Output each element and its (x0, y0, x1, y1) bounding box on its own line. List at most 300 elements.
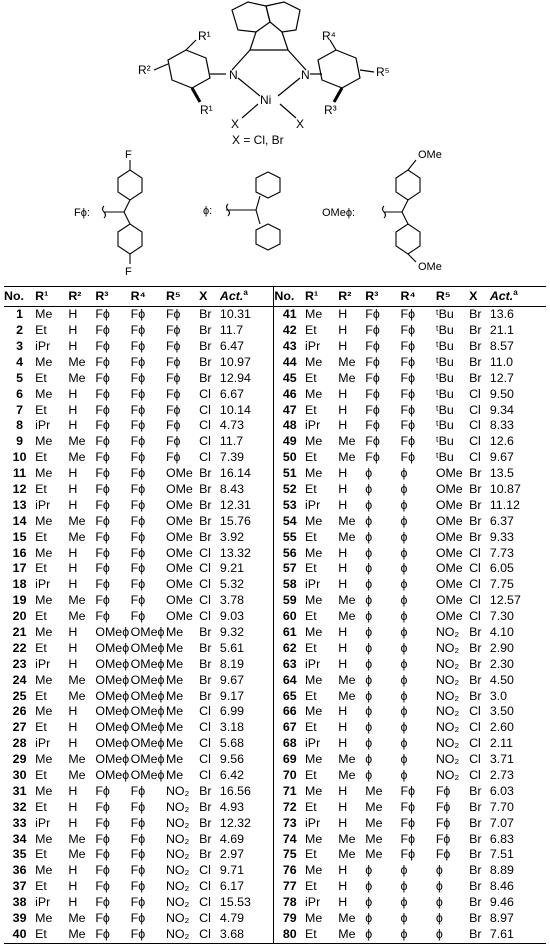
cell-r2: H (68, 736, 78, 751)
cell-x: Br (199, 847, 212, 862)
cell-r3: ϕ (365, 466, 373, 481)
cell-r1: Me (35, 625, 53, 639)
table-row (4, 609, 546, 625)
cell-r2: H (338, 561, 348, 576)
cell-r5: NO₂ (165, 895, 190, 910)
cell-r3: Fϕ (95, 561, 110, 576)
cell-r5: NO₂ (435, 720, 460, 735)
phi-label: ϕ: (203, 205, 213, 217)
cell-x: Br (469, 815, 482, 830)
cell-x: Br (199, 783, 212, 798)
cell-r5: OMe (435, 466, 463, 481)
cell-r1: Et (35, 640, 47, 655)
cell-x: Cl (199, 879, 211, 894)
cell-no: 15 (12, 529, 27, 544)
cell-r2: Me (68, 672, 86, 687)
cell-r4: OMeϕ (130, 704, 165, 719)
cell-act: 3.18 (220, 720, 274, 736)
cell-r4: ϕ (400, 736, 408, 751)
cell-r5: ᵗBu (435, 323, 454, 338)
cell-r2: Me (68, 593, 86, 608)
cell-r4: Fϕ (130, 529, 146, 544)
cell-act: 7.75 (489, 577, 514, 592)
cell-r4: Fϕ (400, 307, 416, 322)
cell-r5: ϕ (435, 895, 443, 910)
cell-x: Br (199, 513, 212, 528)
cell-r1: Me (305, 513, 323, 528)
cell-r4: Fϕ (400, 847, 416, 862)
cell-act: 15.53 (220, 895, 274, 911)
cell-no: 66 (282, 704, 297, 719)
cell-r3: Fϕ (95, 831, 110, 846)
cell-no: 40 (4, 927, 35, 943)
cell-r2: H (68, 625, 78, 639)
cell-r1: Et (305, 927, 338, 943)
cell-r4: Fϕ (400, 386, 416, 401)
cell-act: 5.61 (220, 641, 274, 657)
cell-x: Cl (469, 450, 481, 465)
x-label-left: X (231, 117, 240, 131)
cell-act: 9.56 (220, 752, 274, 768)
cell-act: 10.31 (220, 307, 274, 323)
cell-r3: OMeϕ (95, 736, 130, 751)
cell-r1: iPr (35, 895, 51, 910)
col-header-r1: R¹ (305, 287, 338, 307)
cell-r3: Fϕ (365, 386, 380, 401)
cell-r4: OMeϕ (130, 688, 165, 703)
cell-r1: Me (35, 911, 53, 926)
cell-r3: ϕ (365, 895, 373, 910)
cell-act: 8.46 (489, 879, 514, 894)
cell-r5: Fϕ (165, 418, 181, 433)
cell-r5: ᵗBu (435, 450, 454, 465)
cell-r1: Me (35, 545, 53, 560)
cell-act: 3.78 (220, 593, 274, 609)
cell-r3: Fϕ (365, 323, 380, 338)
act-header-text: Act. (489, 288, 514, 303)
cell-r1: Me (305, 672, 323, 687)
cell-act: 16.14 (220, 466, 274, 482)
cell-r2: Me (338, 450, 356, 465)
cell-r3: Fϕ (95, 927, 130, 943)
cell-act: 12.7 (489, 370, 514, 385)
cell-no: 47 (282, 402, 297, 417)
cell-r4: Fϕ (130, 481, 146, 496)
table-row (4, 895, 546, 911)
cell-r1: iPr (35, 656, 51, 671)
cell-act: 10.87 (489, 481, 521, 496)
cell-x: Br (469, 656, 482, 671)
cell-r2: H (338, 386, 348, 401)
cell-r2: Me (68, 688, 86, 703)
cell-r4: Fϕ (130, 545, 146, 560)
cell-r4: Fϕ (130, 593, 146, 608)
cell-r5: OMe (165, 513, 193, 528)
cell-no: 23 (12, 656, 27, 671)
cell-act: 5.68 (220, 736, 274, 752)
cell-x: Br (469, 497, 482, 512)
cell-r1: Me (305, 386, 323, 401)
cell-r5: Fϕ (165, 307, 181, 322)
cell-x: Cl (199, 450, 211, 465)
cell-r2: H (338, 879, 348, 894)
cell-r3: Fϕ (365, 307, 380, 322)
cell-r1: Me (305, 783, 323, 798)
cell-no: 71 (282, 783, 297, 798)
cell-no: 76 (282, 863, 297, 878)
cell-r1: Me (305, 704, 323, 719)
cell-x: Br (469, 529, 482, 544)
cell-no: 32 (12, 799, 27, 814)
cell-x: Br (199, 481, 212, 496)
cell-no: 53 (282, 497, 297, 512)
cell-r1: Et (35, 561, 47, 576)
cell-r4: Fϕ (400, 323, 416, 338)
table-row (4, 339, 546, 355)
cell-r3: Fϕ (95, 307, 110, 322)
cell-r3: Fϕ (95, 434, 110, 449)
cell-r2: Me (68, 513, 86, 528)
cell-r3: ϕ (365, 688, 373, 703)
cell-r1: Et (35, 481, 47, 496)
cell-r4: Fϕ (130, 863, 146, 878)
cell-r4: ϕ (400, 625, 408, 639)
cell-r5: OMe (435, 481, 463, 496)
cell-r2: Me (338, 672, 356, 687)
cell-r2: Me (68, 354, 86, 369)
cell-x: Br (199, 338, 212, 353)
table-row (4, 688, 546, 704)
cell-r2: Me (68, 450, 86, 465)
table-row (4, 577, 546, 593)
cell-r3: Fϕ (95, 481, 110, 496)
cell-x: Br (199, 466, 212, 481)
cell-r4: ϕ (400, 879, 408, 894)
cell-r4: ϕ (400, 895, 408, 910)
cell-r1: Me (305, 593, 323, 608)
cell-x: Cl (469, 434, 481, 449)
cell-r4: Fϕ (400, 799, 416, 814)
cell-r5: Me (165, 688, 184, 703)
table-row (4, 847, 546, 863)
cell-r4: Fϕ (130, 466, 146, 481)
cell-r5: ϕ (435, 879, 443, 894)
cell-r4: Fϕ (130, 879, 146, 894)
cell-r5: Fϕ (165, 402, 181, 417)
cell-r4: ϕ (400, 672, 408, 687)
cell-r4: ϕ (400, 640, 408, 655)
cell-r2: H (338, 656, 348, 671)
cell-no: 6 (16, 386, 24, 401)
cell-no: 29 (12, 752, 27, 767)
cell-no: 70 (282, 768, 297, 783)
cell-r3: Fϕ (95, 323, 110, 338)
cell-r4: OMeϕ (130, 656, 165, 671)
x-definition: X = Cl, Br (232, 133, 284, 147)
cell-r3: ϕ (365, 752, 373, 767)
cell-r4: OMeϕ (130, 672, 165, 687)
cell-r4: ϕ (400, 911, 408, 926)
cell-act: 7.30 (489, 609, 514, 624)
cell-r1: Me (305, 307, 323, 322)
cell-r1: iPr (305, 418, 321, 433)
cell-r5: OMe (165, 593, 193, 608)
cell-r3: Fϕ (95, 402, 110, 417)
cell-no: 54 (282, 513, 297, 528)
cell-r1: Et (305, 450, 317, 465)
cell-r3: Fϕ (95, 497, 110, 512)
cell-r4: ϕ (400, 688, 408, 703)
cell-act: 11.0 (489, 354, 514, 369)
cell-x: Br (469, 672, 482, 687)
table-row (4, 355, 546, 371)
ome-group-top: OMe (418, 149, 442, 161)
cell-r2: H (68, 879, 78, 894)
cell-r5: Me (165, 625, 184, 639)
cell-act: 13.6 (489, 307, 514, 322)
cell-r1: Me (35, 513, 53, 528)
cell-r2: H (68, 863, 78, 878)
cell-x: Br (469, 911, 482, 926)
cell-r2: H (68, 323, 78, 338)
table-row (4, 371, 546, 387)
cell-no: 65 (282, 688, 297, 703)
cell-r4: ϕ (400, 752, 408, 767)
cell-r2: Me (338, 768, 356, 783)
cell-act: 13.5 (489, 466, 514, 481)
cell-r1: iPr (305, 497, 321, 512)
cell-r1: Et (35, 450, 47, 465)
cell-x: Br (199, 688, 212, 703)
cell-x: Br (469, 513, 482, 528)
cell-r3: Me (365, 799, 383, 814)
cell-r3: OMeϕ (95, 625, 130, 639)
cell-x: Cl (199, 609, 211, 624)
cell-r3: ϕ (365, 529, 373, 544)
cell-r4: OMeϕ (130, 625, 165, 639)
cell-r1: Et (305, 561, 317, 576)
cell-r2: H (338, 307, 348, 322)
cell-r4: Fϕ (130, 609, 146, 624)
cell-act: 6.47 (220, 339, 274, 355)
cell-x: Cl (199, 561, 211, 576)
cell-act: 2.73 (489, 768, 514, 783)
cell-x: Br (199, 831, 212, 846)
cell-x: Cl (199, 720, 211, 735)
cell-r3: Fϕ (95, 338, 110, 353)
cell-act: 21.1 (489, 323, 514, 338)
cell-x: Br (469, 307, 482, 322)
cell-no: 80 (274, 927, 305, 943)
table-row (4, 768, 546, 784)
cell-no: 36 (12, 863, 27, 878)
cell-x: Cl (469, 402, 481, 417)
cell-r4: Fϕ (130, 577, 146, 592)
cell-act: 9.50 (489, 386, 514, 401)
cell-r1: Et (305, 529, 317, 544)
cell-x: Cl (469, 736, 481, 751)
cell-x: Br (469, 927, 490, 943)
cell-r2: H (68, 545, 78, 560)
table-row (4, 561, 546, 577)
cell-act: 9.33 (489, 529, 514, 544)
cell-no: 43 (282, 338, 297, 353)
cell-r5: NO₂ (165, 815, 190, 830)
cell-r1: Me (35, 434, 53, 449)
chemical-scheme (0, 0, 550, 285)
cell-no: 44 (282, 354, 297, 369)
cell-act: 6.99 (220, 704, 274, 720)
cell-x: Cl (199, 752, 211, 767)
cell-r2: H (68, 895, 78, 910)
cell-r2: H (338, 418, 348, 433)
cell-r1: Et (35, 609, 47, 624)
col-header-act (220, 287, 274, 307)
cell-act: 9.34 (489, 402, 514, 417)
cell-r1: Et (305, 323, 317, 338)
n-label-right: N (301, 68, 310, 82)
cell-x: Cl (199, 545, 211, 560)
cell-r2: H (68, 577, 78, 592)
r5-label: R⁵ (376, 65, 390, 79)
cell-act: 5.32 (220, 577, 274, 593)
cell-act: 9.46 (489, 895, 514, 910)
cell-r2: H (338, 640, 348, 655)
cell-x: Br (199, 497, 212, 512)
cell-r2: H (338, 895, 348, 910)
cell-x: Cl (199, 704, 211, 719)
cell-r4: Fϕ (130, 418, 146, 433)
col-header-no: No. (274, 287, 305, 307)
table-row (4, 657, 546, 673)
cell-r2: Me (68, 847, 86, 862)
cell-r1: Et (35, 688, 47, 703)
cell-no: 35 (12, 847, 27, 862)
cell-r5: OMe (165, 466, 193, 481)
cell-r5: NO₂ (435, 656, 460, 671)
col-header-r4: R⁴ (401, 287, 436, 307)
cell-no: 13 (12, 497, 27, 512)
cell-r1: Me (35, 307, 53, 322)
cell-act: 3.92 (220, 529, 274, 545)
cell-no: 72 (282, 799, 297, 814)
cell-r1: Et (35, 529, 47, 544)
cell-r3: ϕ (365, 672, 373, 687)
cell-r4: Fϕ (130, 799, 146, 814)
cell-r3: Fϕ (95, 529, 110, 544)
cell-r3: Fϕ (95, 815, 110, 830)
cell-x: Br (469, 323, 482, 338)
cell-r1: Me (305, 863, 323, 878)
cell-r5: ϕ (435, 863, 443, 878)
table-row (4, 323, 546, 339)
cell-r2: H (338, 497, 348, 512)
cell-r1: iPr (305, 815, 321, 830)
cell-r4: Fϕ (130, 354, 146, 369)
cell-r1: Et (35, 323, 47, 338)
cell-r5: Fϕ (435, 831, 451, 846)
cell-r1: iPr (35, 736, 51, 751)
cell-r1: Et (305, 481, 317, 496)
cell-r4: Fϕ (400, 354, 416, 369)
table-row (4, 529, 546, 545)
cell-r4: OMeϕ (130, 640, 165, 655)
cell-r5: NO₂ (166, 927, 199, 943)
cell-act: 2.90 (489, 640, 514, 655)
cell-r5: NO₂ (435, 752, 460, 767)
cell-r2: H (338, 736, 348, 751)
cell-r2: Me (338, 593, 356, 608)
cell-act: 3.71 (489, 752, 514, 767)
cell-r3: Fϕ (95, 545, 110, 560)
cell-act: 4.69 (220, 831, 274, 847)
cell-r1: Et (305, 720, 317, 735)
cell-act: 7.61 (490, 927, 546, 943)
cell-no: 9 (16, 434, 24, 449)
cell-r3: Fϕ (95, 863, 110, 878)
cell-r5: Me (165, 640, 184, 655)
cell-r2: H (338, 815, 348, 830)
cell-r2: H (68, 466, 78, 481)
cell-x: Cl (199, 402, 211, 417)
cell-r3: Fϕ (95, 450, 110, 465)
cell-x: Br (469, 688, 482, 703)
table-row (4, 641, 546, 657)
cell-x: Cl (199, 927, 220, 943)
cell-r3: OMeϕ (95, 640, 130, 655)
cell-r3: Fϕ (95, 911, 110, 926)
act-footnote-mark: a (513, 287, 518, 297)
cell-r2: H (338, 323, 348, 338)
cell-r2: H (68, 704, 78, 719)
cell-x: Cl (469, 752, 481, 767)
cell-x: Br (469, 625, 482, 639)
activity-table (4, 286, 546, 944)
cell-r4: ϕ (400, 704, 408, 719)
cell-r5: Me (165, 752, 184, 767)
cell-r5: OMe (435, 577, 463, 592)
cell-x: Cl (199, 386, 211, 401)
cell-r1: iPr (35, 577, 51, 592)
cell-r1: iPr (305, 895, 321, 910)
cell-r5: NO₂ (165, 783, 190, 798)
cell-no: 10 (12, 450, 27, 465)
table-row (4, 704, 546, 720)
cell-r1: iPr (305, 736, 321, 751)
cell-r2: H (68, 815, 78, 830)
cell-r2: H (68, 799, 78, 814)
cell-r5: NO₂ (435, 704, 460, 719)
cell-act: 4.79 (220, 911, 274, 927)
cell-r2: Me (68, 370, 86, 385)
cell-act: 3.68 (220, 927, 274, 943)
cell-no: 56 (282, 545, 297, 560)
f-phi-substituent (74, 149, 142, 278)
cell-x: Cl (199, 895, 211, 910)
cell-r5: Me (165, 736, 184, 751)
cell-r5: OMe (435, 593, 463, 608)
cell-r3: ϕ (365, 481, 373, 496)
table-row (4, 498, 546, 514)
cell-r4: ϕ (400, 593, 408, 608)
cell-r1: Me (305, 434, 323, 449)
cell-r1: Me (305, 911, 323, 926)
cell-no: 18 (12, 577, 27, 592)
cell-no: 25 (12, 688, 27, 703)
cell-r3: Fϕ (365, 338, 380, 353)
cell-act: 6.17 (220, 879, 274, 895)
cell-r4: ϕ (400, 561, 408, 576)
